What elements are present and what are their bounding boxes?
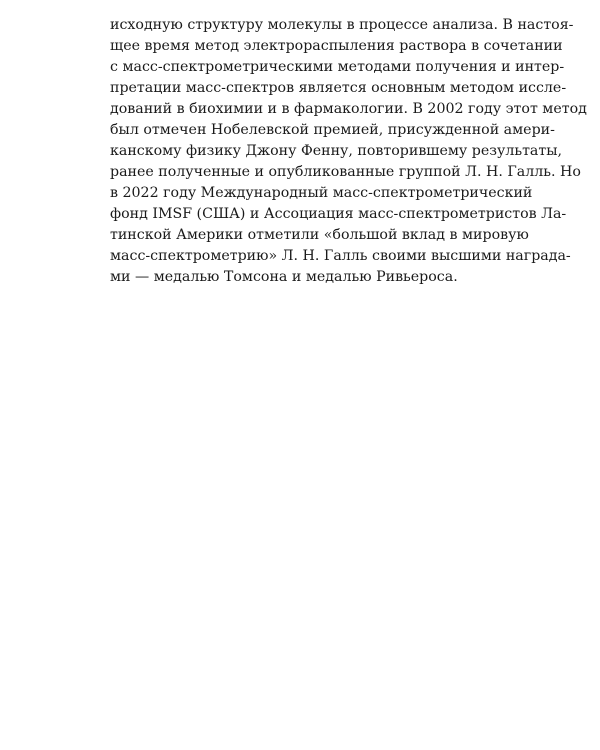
- text-line: фонд IMSF (США) и Ассоциация масс-спектрометристов Ла-: [110, 206, 567, 222]
- text-line: в 2022 году Международный масс-спектрометрический: [110, 185, 533, 201]
- text-line: ранее полученные и опубликованные группой Л. Н. Галль. Но: [110, 164, 581, 180]
- text-line: исходную структуру молекулы в процессе анализа. В настоя-: [110, 17, 574, 33]
- body-paragraph: [110, 15, 587, 288]
- text-line-last: ми — медалью Томсона и медалью Ривьероса.: [110, 269, 458, 285]
- text-line: дований в биохимии и в фармакологии. В 2002 году этот метод: [110, 101, 587, 117]
- text-line: щее время метод электрораспыления раствора в сочетании: [110, 38, 563, 54]
- text-line: с масс-спектрометрическими методами получения и интер-: [110, 59, 565, 75]
- text-line: канскому физику Джону Фенну, повторившему результаты,: [110, 143, 563, 159]
- text-line: претации масс-спектров является основным методом иссле-: [110, 80, 567, 96]
- text-line: был отмечен Нобелевской премией, присужденной амери-: [110, 122, 555, 138]
- text-line: тинской Америки отметили «большой вклад в мировую: [110, 227, 529, 243]
- text-line: масс-спектрометрию» Л. Н. Галль своими высшими награда-: [110, 248, 571, 264]
